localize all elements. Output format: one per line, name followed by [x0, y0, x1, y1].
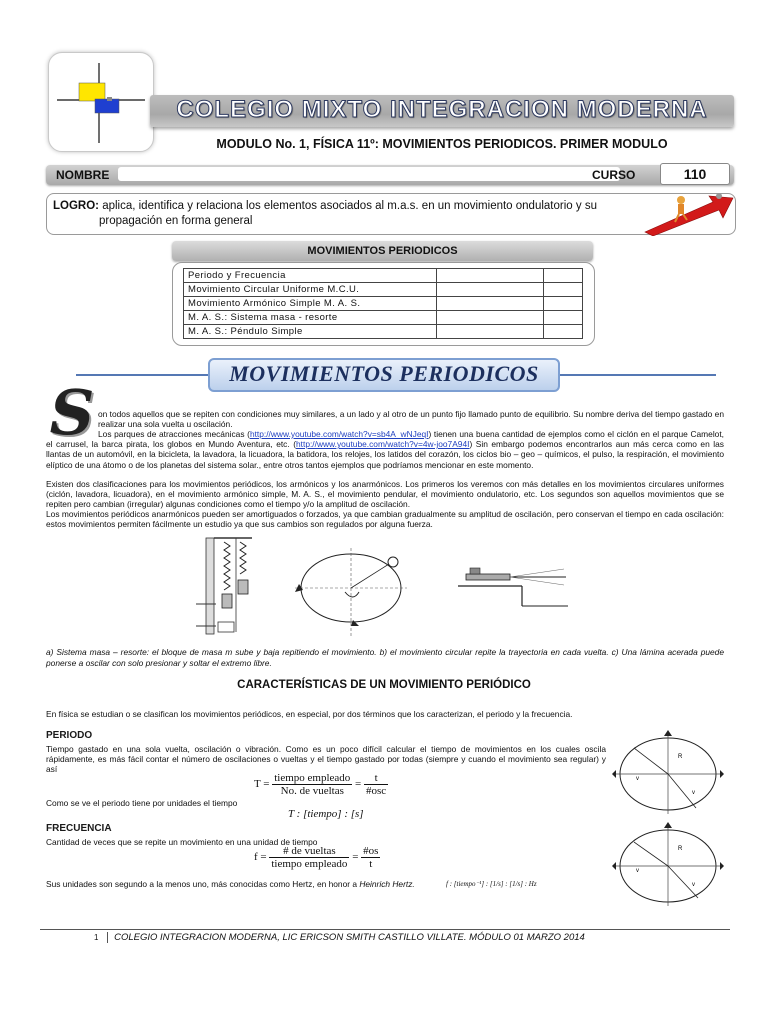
footer-text: COLEGIO INTEGRACION MODERNA, LIC ERICSON SMITH CASTILLO VILLATE. MÓDULO 01 MARZO 2014	[107, 932, 585, 943]
frecuencia-units-text: Sus unidades son segundo a la menos uno, más conocidas como Hertz, en honor a Heinrich Hertz.	[46, 879, 415, 889]
logro-line2: propagación en forma general	[99, 215, 253, 227]
intro-paragraph-1: on todos aquellos que se repiten con condiciones muy similares, a un lado y al otro de un punto fijo llamado punto de equilibrio. Su nombre deriva del tiempo gastado en realizar una sola vuelta u oscilación.	[98, 409, 724, 430]
page-number: 1	[94, 933, 99, 942]
logro-label: LOGRO:	[53, 200, 99, 212]
logo-cross-icon	[49, 53, 153, 151]
school-title-banner	[150, 95, 734, 127]
periodo-title: PERIODO	[46, 730, 93, 741]
p2-start: Los parques de atracciones mecánicas (	[98, 429, 250, 439]
footer	[94, 932, 585, 943]
topics-header: MOVIMIENTOS PERIODICOS	[172, 241, 593, 261]
topics-table	[183, 268, 583, 339]
circle-diagram-top	[612, 730, 724, 814]
frecuencia-formula: f = $\frac{\text{\# de vueltas}}{\text{tiempo empleado}}$ = $\frac{\#os}{t}$	[254, 845, 379, 870]
module-subtitle: MODULO No. 1, FÍSICA 11º: MOVIMIENTOS PERIODICOS. PRIMER MODULO	[216, 137, 668, 151]
periodo-formula: T = $\frac{\text{tiempo empleado}}{\text{No. de vueltas}}$ = $\frac{t}{\text{\#osc}}$	[254, 772, 387, 797]
dropcap-letter: S	[49, 376, 95, 449]
oscillating-blade-figure	[458, 564, 570, 608]
curso-label: CURSO	[592, 168, 636, 182]
intro-paragraph-2	[46, 429, 724, 470]
svg-text:v: v	[636, 868, 639, 874]
p2-end: ) Sin embargo podemos encontrarlos aun más cerca como en las llantas de un automóvil, en la bicicleta, la lavadora, la licuadora, la batidora, los relojes, los latidos del corazón, los ciclos bio – geo – químicos, el pulso, la respiración, el movimiento elíptico de una átomo o de los planetas del sistema solar., entre otros tantos ejemplos que podríamos mencionar en este momento.	[46, 439, 724, 470]
characteristics-title: CARACTERÍSTICAS DE UN MOVIMIENTO PERIÓDICO	[237, 679, 531, 691]
youtube-link-1[interactable]: http://www.youtube.com/watch?v=sb4A_wNJeqI	[249, 429, 429, 439]
school-title: COLEGIO MIXTO INTEGRACION MODERNA	[176, 96, 708, 123]
success-arrow-icon	[643, 190, 735, 236]
svg-text:R: R	[678, 754, 683, 760]
curso-value[interactable]: 110	[660, 163, 730, 185]
topics-box	[172, 262, 595, 346]
periodo-units: T : [tiempo] : [s]	[288, 808, 364, 820]
school-logo	[48, 52, 154, 152]
footer-divider	[40, 929, 730, 930]
intro-paragraph-4: Los movimientos periódicos anarmónicos pueden ser amortiguados o forzados, ya que cambian gradualmente su amplitud de oscilación, pero conservan el tiempo en cada oscilación: estos movimientos permiten fácilmente un estudio ya que sus cambios son regulados por alguna fuerza.	[46, 509, 724, 530]
name-field[interactable]	[118, 167, 620, 181]
topic-row	[184, 283, 583, 297]
frecuencia-units: f : [tiempo⁻¹] : [1/s] : [1/s] : Hz	[446, 880, 537, 888]
topic-cell: Movimiento Armónico Simple M. A. S.	[184, 297, 437, 311]
figure-caption: a) Sistema masa – resorte: el bloque de masa m sube y baja repitiendo el movimiento. b) el movimiento circular repite la trayectoria en cada vuelta. c) Una lámina acerada puede ponerse a oscilar con solo presionar y soltar el extremo libre.	[46, 647, 724, 668]
logro-line1: aplica, identifica y relaciona los elementos asociados al m.a.s. en un movimiento ondulatorio y su	[99, 200, 597, 212]
logro-box	[46, 193, 736, 235]
youtube-link-2[interactable]: http://www.youtube.com/watch?v=4w-joo7A94I	[296, 439, 470, 450]
circular-motion-figure	[293, 548, 411, 638]
characteristics-intro: En física se estudian o se clasifican los movimientos periódicos, en especial, por dos términos que los caracterizan, el periodo y la frecuencia.	[46, 709, 573, 719]
topic-row	[184, 311, 583, 325]
student-name-bar	[46, 165, 734, 185]
topic-cell: M. A. S.: Péndulo Simple	[184, 325, 437, 339]
hertz-name: Heinrich Hertz.	[359, 879, 415, 889]
topic-cell: Periodo y Frecuencia	[184, 269, 437, 283]
svg-text:v: v	[636, 776, 639, 782]
section-title: MOVIMIENTOS PERIODICOS	[229, 361, 539, 386]
intro-paragraph-3: Existen dos clasificaciones para los movimientos periódicos, los armónicos y los anarmónicos. Los primeros los veremos con más detalles en los movimientos circulares uniformes (ciclón, lavadora, licuadora), en el movimiento armónico simple, M. A. S., el movimiento pendular, el movimiento ondulatorio, etc. Los segundos son aquellos movimientos que se repiten pero cambian (irregular) algunas condiciones como el tiempo y/o la amplitud de oscilación.	[46, 479, 724, 510]
frecuencia-title: FRECUENCIA	[46, 823, 112, 834]
section-title-banner	[208, 358, 560, 392]
topic-row	[184, 325, 583, 339]
topic-cell: M. A. S.: Sistema masa - resorte	[184, 311, 437, 325]
frecuencia-text: Cantidad de veces que se repite un movimiento en una unidad de tiempo	[46, 837, 318, 847]
topic-cell: Movimiento Circular Uniforme M.C.U.	[184, 283, 437, 297]
spring-mass-figure	[196, 534, 266, 638]
svg-text:v: v	[692, 882, 695, 888]
periodo-text: Tiempo gastado en una sola vuelta, oscilación o vibración. Como es un poco difícil calcular el tiempo de movimientos en los cuales oscila rápidamente, es más fácil contar el número de oscilaciones o vueltas y el tiempo gastado por todas (siempre y cuando el movimiento sea regular) y así	[46, 744, 606, 775]
name-label: NOMBRE	[56, 168, 110, 182]
logro-text	[53, 199, 643, 229]
circle-diagram-bottom	[612, 822, 724, 906]
periodo-units-text: Como se ve el periodo tiene por unidades el tiempo	[46, 798, 238, 808]
svg-text:v: v	[692, 790, 695, 796]
topic-row	[184, 269, 583, 283]
topic-row	[184, 297, 583, 311]
p2-mid: ) tienen una buena cantidad de ejemplos como el ciclón en el parque Camelot, el carrusel, la barca pirata, los globos en Mundo Aventura, etc. (	[46, 429, 724, 450]
svg-text:R: R	[678, 846, 683, 852]
